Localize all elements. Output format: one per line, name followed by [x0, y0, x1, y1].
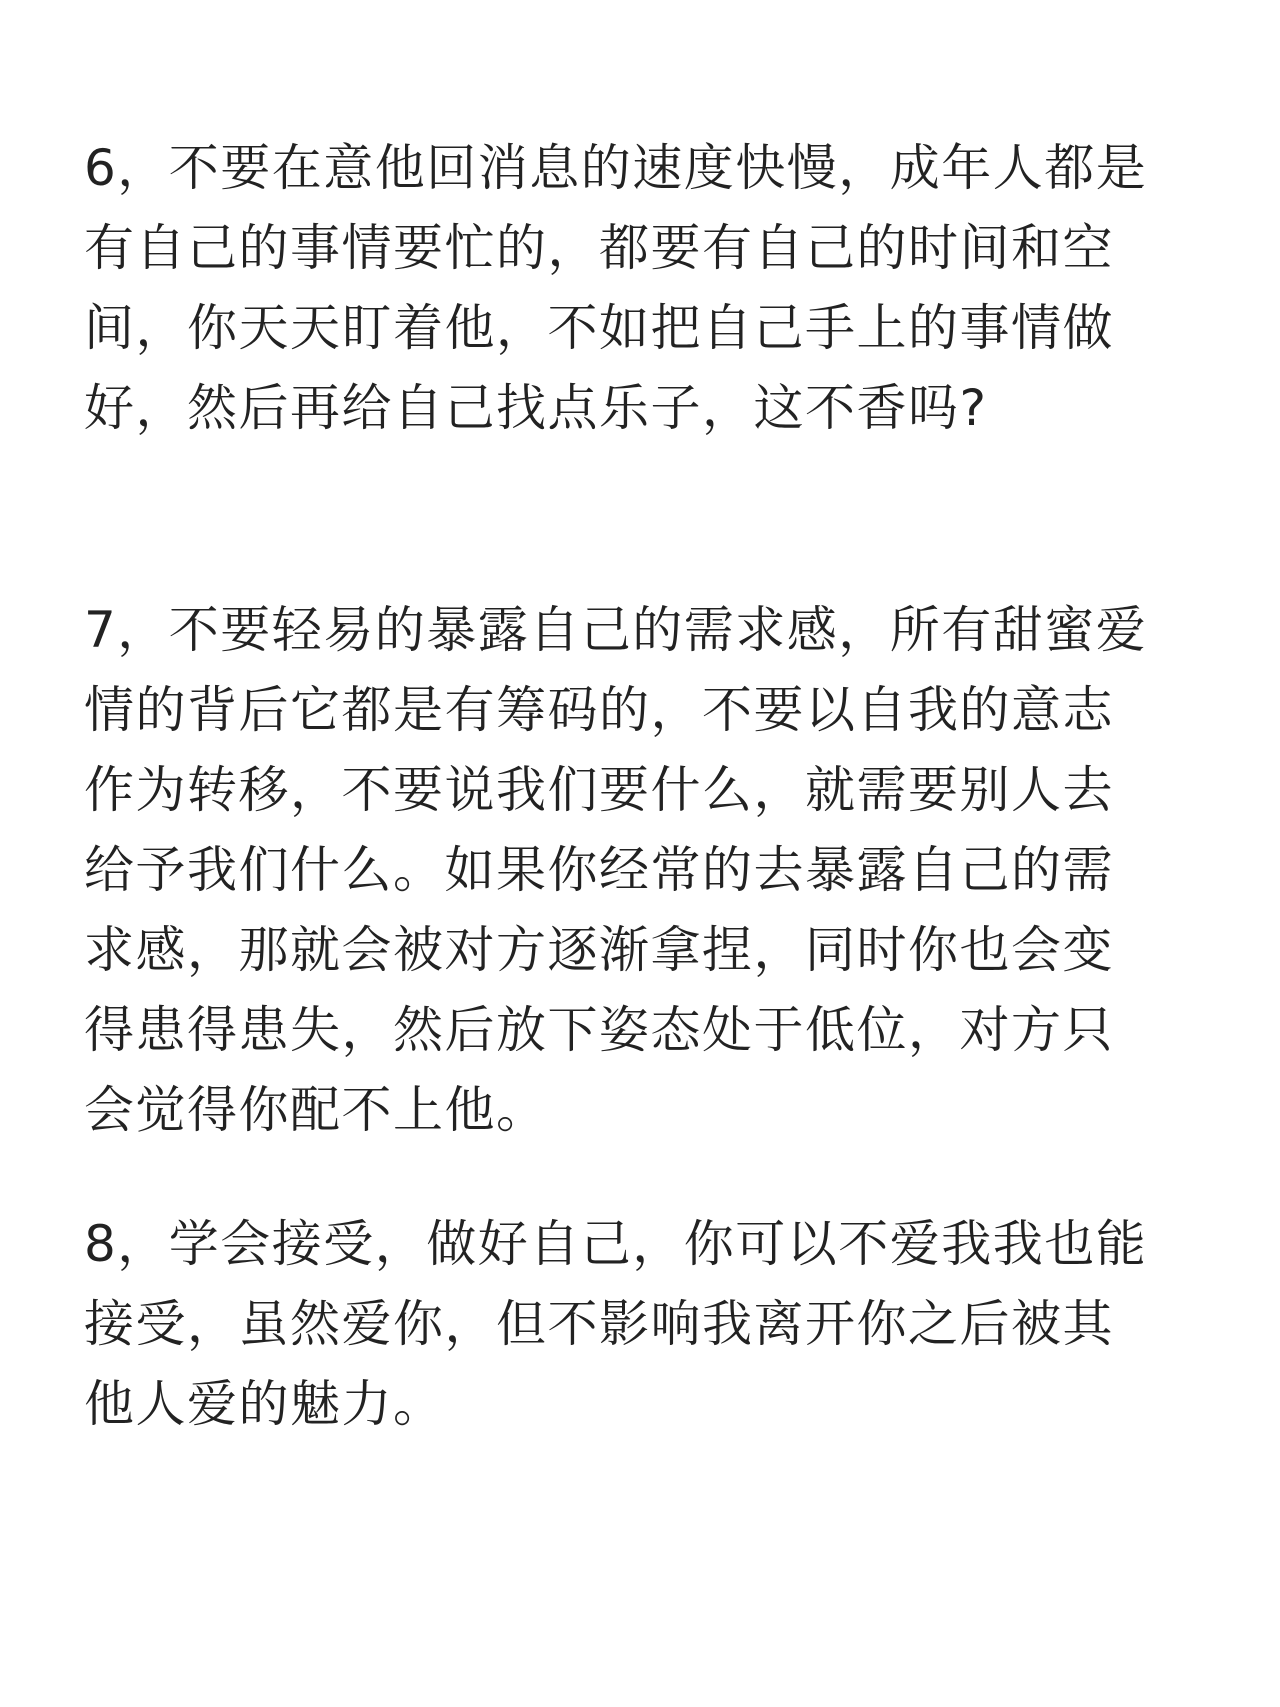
- paragraph-line: 间，你天天盯着他，不如把自己手上的事情做: [84, 299, 1114, 357]
- paragraph-line: 求感，那就会被对方逐渐拿捏，同时你也会变: [84, 921, 1114, 979]
- paragraph-line: 6，不要在意他回消息的速度快慢，成年人都是: [84, 139, 1148, 197]
- paragraph-line: 会觉得你配不上他。: [84, 1081, 548, 1139]
- paragraph-line: 作为转移，不要说我们要什么，就需要别人去: [84, 761, 1114, 819]
- paragraph-line: 有自己的事情要忙的，都要有自己的时间和空: [84, 219, 1114, 277]
- paragraph-line: 好，然后再给自己找点乐子，这不香吗?: [84, 379, 988, 437]
- paragraph-line: 情的背后它都是有筹码的，不要以自我的意志: [84, 681, 1114, 739]
- paragraph-line: 8，学会接受，做好自己，你可以不爱我我也能: [84, 1215, 1148, 1273]
- paragraph-line: 他人爱的魅力。: [84, 1375, 445, 1433]
- paragraph-line: 7，不要轻易的暴露自己的需求感，所有甜蜜爱: [84, 601, 1148, 659]
- paragraph-6: [84, 128, 1214, 448]
- paragraph-line: 接受，虽然爱你，但不影响我离开你之后被其: [84, 1295, 1114, 1353]
- paragraph-7: [84, 590, 1214, 1150]
- paragraph-line: 给予我们什么。如果你经常的去暴露自己的需: [84, 841, 1114, 899]
- paragraph-line: 得患得患失，然后放下姿态处于低位，对方只: [84, 1001, 1114, 1059]
- paragraph-8: [84, 1204, 1214, 1444]
